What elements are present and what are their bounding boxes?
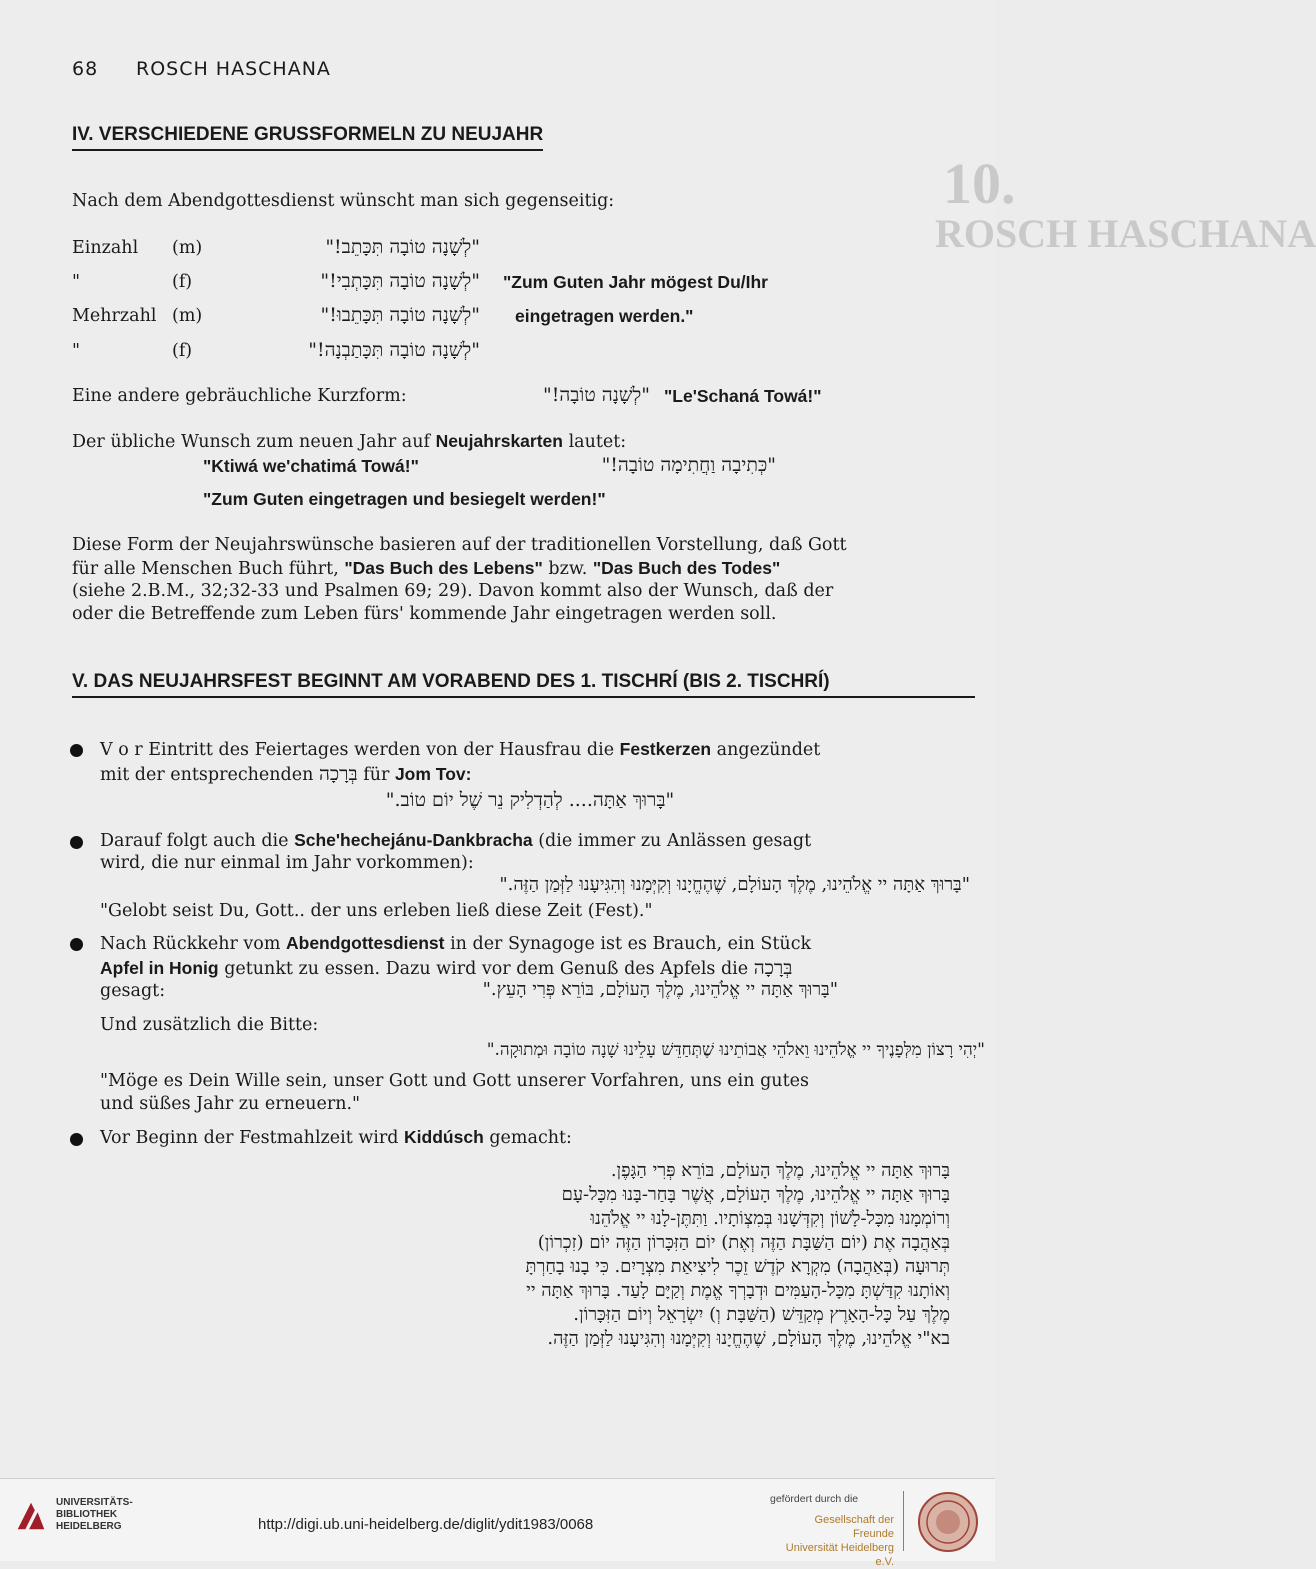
bullet-1-line-1 [100,739,820,760]
card-pre: Der übliche Wunsch zum neuen Jahr auf [72,432,430,452]
b3-l2bold: Apfel in Honig [100,958,219,978]
library-logo-icon [12,1497,50,1535]
b4-b: gemacht: [489,1128,572,1148]
bullet-3-line-2 [100,957,792,980]
bullet-3-translation-1: "Möge es Dein Wille sein, unser Gott und Gott unserer Vorfahren, uns ein gutes [100,1071,809,1091]
b1-l2b: für [363,765,390,785]
translation-line-2: eingetragen werden." [515,306,694,326]
viewer-footer [0,1478,995,1568]
b1-l2bold: Jom Tov: [394,764,472,784]
section-4-intro: Nach dem Abendgottesdienst wünscht man sich gegenseitig: [72,191,615,211]
bullet-1-hebrew: "בָּרוּךְ אַתָּה.... לְהַדְלִיק נֵר שֶׁל יוֹם טוֹב." [385,789,675,811]
bullet-3-hebrew-short: "בָּרוּךְ אַתָּה יי אֱלֹהֵינוּ, מֶלֶךְ הָעוֹלָם, בּוֹרֵא פְּרִי הָעֵץ." [482,979,838,1000]
section-5-heading: V. DAS NEUJAHRSFEST BEGINNT AM VORABEND DES 1. TISCHRÍ (BIS 2. TISCHRÍ) [72,671,975,698]
para-2d: "Das Buch des Todes" [592,558,781,578]
b2-b: (die immer zu Anlässen gesagt [538,831,812,851]
bullet-2-line-1 [100,830,811,851]
b1-l2a: mit der entsprechenden [100,765,314,785]
bullet-icon [70,744,83,757]
row-gender: (m) [172,238,203,258]
bullet-2-hebrew: "בָּרוּךְ אַתָּה יי אֱלֹהֵינוּ, מֶלֶךְ הָעוֹלָם, שֶׁהֶחֱיָנוּ וְקִיְּמָנוּ וְהִגִּיעָנוּ לַזְּמַן הַזֶּה." [499,874,970,895]
library-name [56,1497,133,1533]
b3-bold: Abendgottesdienst [286,933,445,953]
permalink[interactable]: http://digi.ub.uni-heidelberg.de/diglit/ydit1983/0068 [258,1516,594,1533]
library-line-1: UNIVERSITÄTS- [56,1497,133,1508]
library-line-3: HEIDELBERG [56,1521,122,1532]
running-title: ROSCH HASCHANA [136,58,331,80]
para-2b: "Das Buch des Lebens" [344,558,543,578]
card-translation: "Zum Guten eingetragen und besiegelt werden!" [203,489,606,509]
bullet-3-line-1 [100,933,811,954]
bullet-2-line-2: wird, die nur einmal im Jahr vorkommen): [100,853,474,873]
b1-b: angezündet [716,740,821,760]
row-hebrew: "לְשָׁנָה טוֹבָה תִּכָּתְבִי!" [320,270,480,292]
bullet-icon [70,938,83,951]
bullet-4-line-1 [100,1127,572,1148]
kiddush-line: תְּרוּעָה (בְּאַהֲבָה) מִקְרָא קֹדֶשׁ זֵכֶר לִיצִיאַת מִצְרָיִם. כִּי בָנוּ בָחַרְתָּ [525,1256,950,1277]
bullet-icon [70,836,83,849]
row-gender: (f) [172,272,193,292]
row-hebrew: "לְשָׁנָה טוֹבָה תִּכָּתַבְנָה!" [308,339,480,361]
bullet-2-translation: "Gelobt seist Du, Gott.. der uns erleben ließ diese Zeit (Fest)." [100,901,653,921]
para-2c: bzw. [548,559,588,579]
bullet-icon [70,1133,83,1146]
short-form-hebrew: "לְשָׁנָה טוֹבָה!" [542,384,650,406]
card-line [72,431,626,452]
short-form-label: Eine andere gebräuchliche Kurzform: [72,386,407,406]
short-form-translit: "Le'Schaná Towá!" [664,386,822,406]
b2-bold: Sche'hechejánu-Dankbracha [294,830,533,850]
university-seal-icon [917,1491,979,1553]
b3-l2a: getunkt zu essen. Dazu wird vor dem Genuß des Apfels die [224,959,749,979]
row-gender: (m) [172,306,203,326]
row-label: Mehrzahl [72,306,157,326]
b1-bold: Festkerzen [619,739,712,759]
footer-divider [903,1491,904,1551]
row-label: " [72,341,81,361]
kiddush-line: בא"י אֱלֹהֵינוּ, מֶלֶךְ הָעוֹלָם, שֶׁהֶחֱיָנוּ וְקִיְּמָנוּ וְהִגִּיעָנוּ לַזְּמַן הַזֶּה. [547,1328,950,1349]
row-label: " [72,272,81,292]
b4-a: Vor Beginn der Festmahlzeit wird [100,1128,399,1148]
sponsor-label: gefördert durch die [770,1493,859,1505]
row-gender: (f) [172,341,193,361]
section-4-heading: IV. VERSCHIEDENE GRUSSFORMELN ZU NEUJAHR [72,124,543,151]
b1-a: V o r Eintritt des Feiertages werden von der Hausfrau die [100,740,615,760]
translation-line-1: "Zum Guten Jahr mögest Du/Ihr [503,272,768,292]
kiddush-line: וְאוֹתָנוּ קִדַּשְׁתָּ מִכָּל-הָעַמִּים וּדְבָרְךָ אֱמֶת וְקַיָּם לָעַד. בָּרוּךְ אַתָּה יי [526,1280,950,1301]
card-bold: Neujahrskarten [435,431,563,451]
card-post: lautet: [568,432,627,452]
sponsor-name [774,1513,894,1569]
para-line-2 [72,558,780,579]
para-2a: für alle Menschen Buch führt, [72,559,339,579]
b3-l2heb: בְּרָכָה [753,957,793,979]
bullet-3-line-4: Und zusätzlich die Bitte: [100,1015,319,1035]
para-line-4: oder die Betreffende zum Leben fürs' kommende Jahr eingetragen werden soll. [72,604,777,624]
bullet-3-translation-2: und süßes Jahr zu erneuern." [100,1094,361,1114]
para-line-1: Diese Form der Neujahrswünsche basieren auf der traditionellen Vorstellung, daß Gott [72,535,847,555]
row-hebrew: "לְשָׁנָה טוֹבָה תִּכָּתֵב!" [325,236,480,258]
row-hebrew: "לְשָׁנָה טוֹבָה תִּכָּתֵבוּ!" [320,304,480,326]
bullet-3-hebrew: "יְהִי רָצוֹן מִלְּפָנֶיךָ יי אֱלֹהֵינוּ וֵאלֹהֵי אֲבוֹתֵינוּ שֶׁתְּחַדֵּשׁ עָלֵינוּ שָׁנָה טוֹבָה וּמְתוּקָה." [486,1040,985,1060]
b1-l2heb: בְּרָכָה [318,763,358,785]
sponsor-line-2: Universität Heidelberg e.V. [785,1542,894,1568]
b3-a: Nach Rückkehr vom [100,934,281,954]
para-line-3: (siehe 2.B.M., 32;32-33 und Psalmen 69; 29). Davon kommt also der Wunsch, daß der [72,581,834,601]
library-line-2: BIBLIOTHEK [56,1509,118,1520]
kiddush-line: וְרוֹמְמָנוּ מִכָּל-לָשׁוֹן וְקִדְּשָׁנוּ בְּמִצְוֹתָיו. וַתִּתֶּן-לָנוּ יי אֱלֹהֵנוּ [590,1208,950,1229]
card-hebrew: "כְּתִיבָה וַחֲתִימָה טוֹבָה!" [601,454,776,476]
b2-a: Darauf folgt auch die [100,831,289,851]
b3-l3a: gesagt: [100,981,166,1001]
b3-b: in der Synagoge ist es Brauch, ein Stück [450,934,812,954]
card-translit: "Ktiwá we'chatimá Towá!" [203,456,419,476]
kiddush-line: בָּרוּךְ אַתָּה יי אֱלֹהֵינוּ, מֶלֶךְ הָעוֹלָם, אֲשֶׁר בָּחַר-בָּנוּ מִכָּל-עָם [561,1184,950,1205]
sponsor-line-1: Gesellschaft der Freunde [814,1514,894,1540]
kiddush-line: מֶלֶךְ עַל כָּל-הָאָרֶץ מְקַדֵּשׁ (הַשַּׁבָּת וְ) יִשְׂרָאֵל וְיוֹם הַזִּכָּרוֹן. [573,1304,950,1325]
row-label: Einzahl [72,238,139,258]
kiddush-line: בָּרוּךְ אַתָּה יי אֱלֹהֵינוּ, מֶלֶךְ הָעוֹלָם, בּוֹרֵא פְּרִי הַגָּפֶן. [610,1160,950,1181]
bullet-1-line-2 [100,763,471,786]
bleed-number: 10. [943,151,1016,216]
facing-page-bleed [935,120,1316,720]
kiddush-line: בְּאַהֲבָה אֶת (יוֹם הַשַּׁבָּת הַזֶּה וְאֶת) יוֹם הַזִּכָּרוֹן הַזֶּה יוֹם (זִכְרוֹן) [537,1232,950,1253]
bleed-title: ROSCH HASCHANA [935,211,1316,256]
page-number: 68 [72,58,99,80]
b4-bold: Kiddúsch [404,1127,484,1147]
